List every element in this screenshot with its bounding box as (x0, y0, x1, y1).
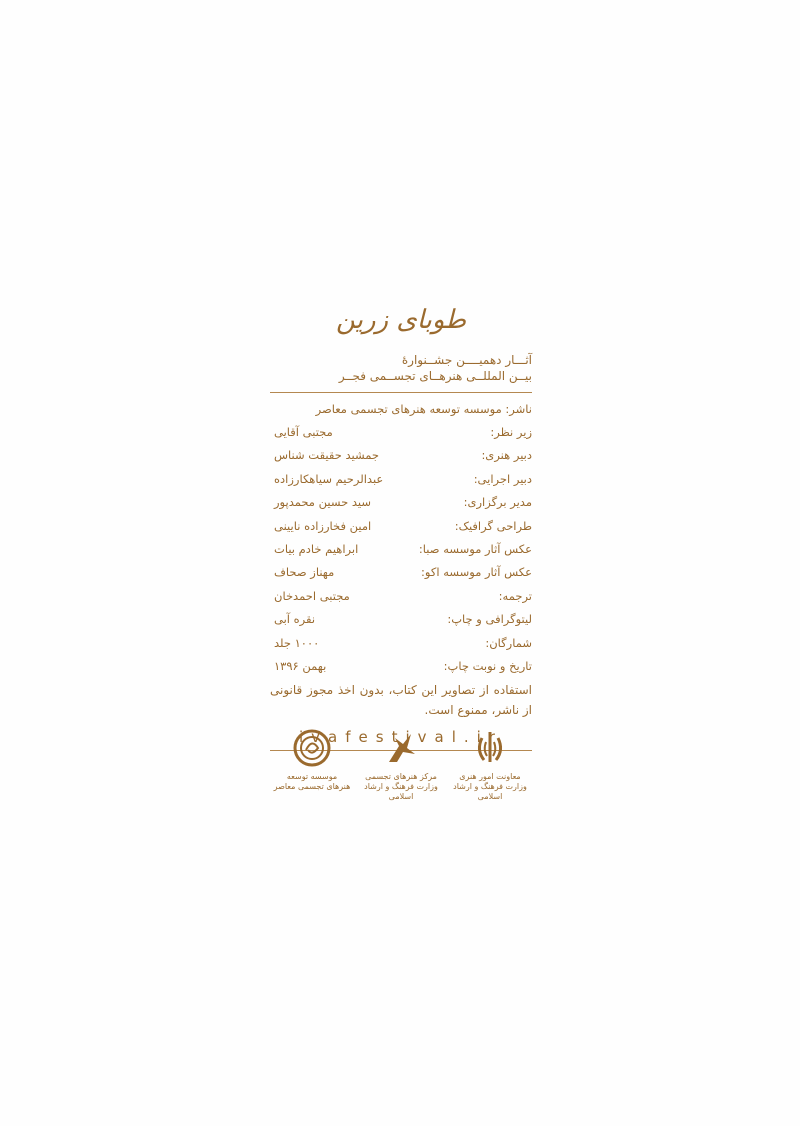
credits-list (270, 397, 532, 678)
logo-caption: هنرهای تجسمی معاصر (273, 782, 351, 791)
credit-row (270, 654, 532, 677)
tdca-icon (292, 728, 332, 768)
credit-value: سید حسین محمدپور (274, 495, 372, 510)
credit-value: ابراهیم خادم بیات (274, 542, 359, 557)
credit-value: نقره آبی (274, 612, 316, 627)
credit-row (270, 514, 532, 537)
visual-arts-center-icon (381, 728, 421, 768)
credit-value: جمشید حقیقت شناس (274, 448, 379, 463)
logo-caption: مرکز هنرهای تجسمی (365, 772, 437, 781)
credit-value: مجتبی احمدخان (274, 588, 350, 603)
logo-caption: موسسه توسعه (286, 772, 338, 781)
website-link[interactable]: ivafestival.ir (299, 727, 503, 746)
credit-row (270, 608, 532, 631)
credit-label: ناشر: موسسه توسعه هنرهای تجسمی معاصر (315, 401, 532, 416)
credit-label: شمارگان: (485, 635, 532, 650)
credit-row (270, 561, 532, 584)
credit-value: عبدالرحیم سیاهکارزاده (274, 471, 384, 486)
logo-caption: معاونت امور هنری (459, 772, 521, 781)
credit-row (270, 491, 532, 514)
colophon (270, 300, 532, 751)
logo-iran-emblem (448, 728, 532, 802)
credit-row (270, 397, 532, 420)
credit-label: دبیر هنری: (481, 448, 532, 463)
credit-label: ترجمه: (498, 588, 532, 603)
credit-label: مدیر برگزاری: (463, 495, 532, 510)
credit-value: مجتبی آقایی (274, 425, 333, 440)
subtitle-line-2: بیــن المللــی هنرهــای تجســمی فجــر (338, 369, 532, 383)
iran-emblem-icon (470, 728, 510, 768)
credit-row (270, 584, 532, 607)
credit-row (270, 537, 532, 560)
divider (270, 392, 532, 393)
credit-label: لیتوگرافی و چاپ: (447, 612, 532, 627)
credit-label: تاریخ و نوبت چاپ: (443, 658, 532, 673)
credit-value: امین فخارزاده نایینی (274, 518, 372, 533)
logo-caption: وزارت فرهنگ و ارشاد اسلامی (364, 782, 438, 801)
book-title: طوبای زرین (335, 305, 467, 335)
credit-label: عکس آثار موسسه صبا: (418, 542, 532, 557)
credit-row (270, 420, 532, 443)
credit-value: بهمن ۱۳۹۶ (274, 658, 327, 673)
copyright-note: استفاده از تصاویر این کتاب، بدون اخذ مجوز قانونی از ناشر، ممنوع است. (270, 682, 532, 717)
logo-tdca (270, 728, 354, 802)
credit-label: دبیر اجرایی: (473, 471, 532, 486)
credit-row (270, 467, 532, 490)
credit-row (270, 444, 532, 467)
credit-row (270, 631, 532, 654)
credit-value: مهناز صحاف (274, 565, 335, 580)
credit-label: عکس آثار موسسه اکو: (421, 565, 532, 580)
logo-visual-arts-center (359, 728, 443, 802)
credit-label: طراحی گرافیک: (454, 518, 532, 533)
subtitle-line-1: آثـــار دهمیــــن جشــنوارهٔ (401, 353, 532, 367)
credit-value: ۱۰۰۰ جلد (274, 635, 320, 650)
sponsor-logos (270, 728, 532, 802)
credit-label: زیر نظر: (490, 425, 532, 440)
logo-caption: وزارت فرهنگ و ارشاد اسلامی (453, 782, 527, 801)
